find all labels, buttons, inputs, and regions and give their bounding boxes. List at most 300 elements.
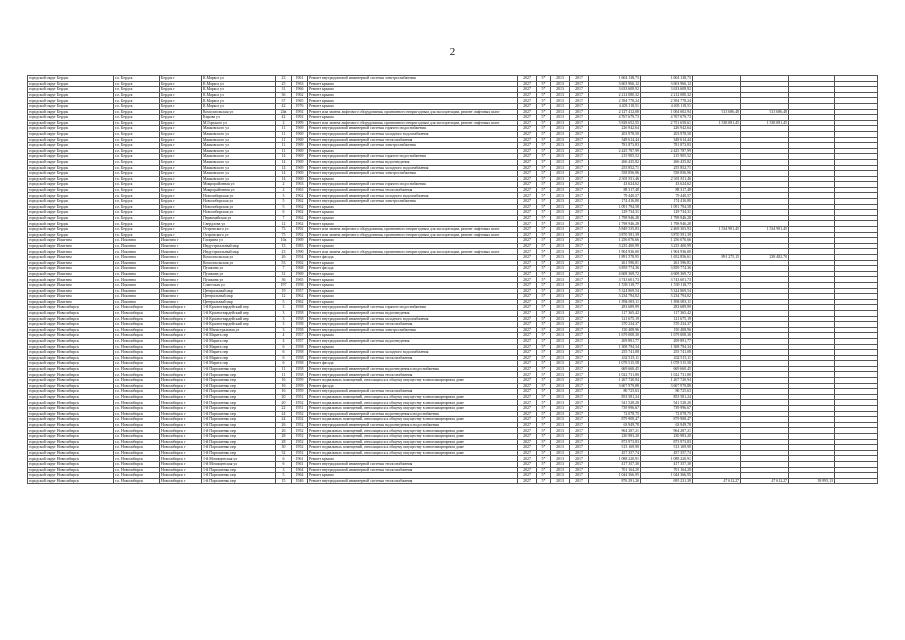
cell-cost-extra bbox=[835, 478, 878, 484]
cell-municipal-unit: г.о. Бердск bbox=[114, 81, 160, 87]
cell-total-cost: 853 581,24 bbox=[589, 394, 641, 400]
cell-street: Индустриальный мкр bbox=[202, 249, 276, 255]
cell-street: 1-й Пархоменко пер bbox=[202, 372, 276, 378]
cell-cost-local: 47 612,27 bbox=[741, 478, 789, 484]
cell-category: 5* bbox=[537, 176, 551, 182]
cell-work-type: Ремонт внутридомовой инженерной системы электроснабжения bbox=[308, 327, 518, 333]
cell-survey-year: 2013 bbox=[551, 227, 570, 233]
cell-settlement: Новосибирск г bbox=[160, 350, 202, 356]
cell-cost-own-funds: 1 679 008,30 bbox=[641, 333, 693, 339]
cell-survey-year: 2013 bbox=[551, 120, 570, 126]
cell-category: 5* bbox=[537, 137, 551, 143]
cell-build-year: 1959 bbox=[292, 383, 308, 389]
cell-cost-regional: 47 612,27 bbox=[693, 478, 741, 484]
cell-build-year: 1958 bbox=[292, 372, 308, 378]
cell-category: 5* bbox=[537, 243, 551, 249]
cell-total-cost: 417 357,30 bbox=[589, 461, 641, 467]
cell-category: 5* bbox=[537, 439, 551, 445]
cell-category: 5* bbox=[537, 159, 551, 165]
cell-category: 5* bbox=[537, 473, 551, 479]
cell-category: 5* bbox=[537, 467, 551, 473]
cell-municipality: городской округ Новосибирск bbox=[28, 439, 114, 445]
cell-house-number: 6 bbox=[276, 350, 292, 356]
cell-survey-year: 2013 bbox=[551, 266, 570, 272]
cell-plan-year: 2027 bbox=[518, 355, 537, 361]
cell-survey-year: 2013 bbox=[551, 350, 570, 356]
cell-work-type: Ремонт крыши bbox=[308, 204, 518, 210]
cell-house-number: 10а bbox=[276, 238, 292, 244]
cell-build-year: 1951 bbox=[292, 406, 308, 412]
cell-category: 5* bbox=[537, 478, 551, 484]
cell-category: 5* bbox=[537, 333, 551, 339]
cell-settlement: Новосибирск г bbox=[160, 310, 202, 316]
cell-settlement: Бердск г bbox=[160, 204, 202, 210]
cell-cost-own-funds: 964 287,21 bbox=[641, 428, 693, 434]
cell-plan-year: 2027 bbox=[518, 165, 537, 171]
cell-survey-year: 2013 bbox=[551, 277, 570, 283]
cell-settlement: Новосибирск г bbox=[160, 361, 202, 367]
cell-municipality: городской округ Бердск bbox=[28, 76, 114, 82]
cell-start-year: 2017 bbox=[570, 456, 589, 462]
cell-cost-own-funds: 1 308 794,34 bbox=[641, 344, 693, 350]
cell-municipality: городской округ Новосибирск bbox=[28, 394, 114, 400]
cell-survey-year: 2013 bbox=[551, 344, 570, 350]
cell-municipal-unit: г.о. Новосибирск bbox=[114, 338, 160, 344]
cell-build-year: 1952 bbox=[292, 428, 308, 434]
cell-settlement: Бердск г bbox=[160, 171, 202, 177]
cell-settlement: Бердск г bbox=[160, 109, 202, 115]
cell-category: 5* bbox=[537, 322, 551, 328]
cell-total-cost: 2 212 080,32 bbox=[589, 92, 641, 98]
cell-build-year: 1952 bbox=[292, 394, 308, 400]
cell-settlement: Искитим г bbox=[160, 266, 202, 272]
cell-house-number: 6 bbox=[276, 361, 292, 367]
cell-total-cost: 255 741,08 bbox=[589, 350, 641, 356]
cell-build-year: 1965 bbox=[292, 277, 308, 283]
cell-cost-own-funds: 348 614,44 bbox=[641, 137, 693, 143]
cell-start-year: 2017 bbox=[570, 350, 589, 356]
cell-work-type: Ремонт подвальных помещений, относящихся к общему имуществу в многоквартирном доме bbox=[308, 428, 518, 434]
cell-street: 1-й Пархоменко пер bbox=[202, 473, 276, 479]
cell-build-year: 1962 bbox=[292, 294, 308, 300]
cell-category: 5* bbox=[537, 182, 551, 188]
cell-work-type: Ремонт крыши bbox=[308, 115, 518, 121]
cell-cost-own-funds: 203 978,50 bbox=[641, 131, 693, 137]
cell-work-type: Ремонт или замена лифтового оборудования, признанного непригодным для эксплуатации, ремонт лифтовых шахт bbox=[308, 120, 518, 126]
cell-plan-year: 2027 bbox=[518, 103, 537, 109]
cell-street: 1-й Пархоменко пер bbox=[202, 389, 276, 395]
cell-house-number: 11 bbox=[276, 372, 292, 378]
cell-settlement: Искитим г bbox=[160, 271, 202, 277]
cell-house-number: 7 bbox=[276, 266, 292, 272]
cell-category: 5* bbox=[537, 378, 551, 384]
cell-survey-year: 2013 bbox=[551, 294, 570, 300]
cell-work-type: Ремонт внутридомовой инженерной системы водоотведения bbox=[308, 310, 518, 316]
cell-work-type: Ремонт внутридомовой инженерной системы водоотведения bbox=[308, 338, 518, 344]
cell-survey-year: 2013 bbox=[551, 461, 570, 467]
cell-work-type: Ремонт или замена лифтового оборудования, признанного непригодным для эксплуатации, ремонт лифтовых шахт bbox=[308, 109, 518, 115]
cell-street: К.Маркса ул bbox=[202, 81, 276, 87]
cell-cost-own-funds: 4 767 679,73 bbox=[641, 115, 693, 121]
cell-street: 1-й Марата пер bbox=[202, 338, 276, 344]
cell-street: Комсомольская ул bbox=[202, 109, 276, 115]
cell-municipal-unit: г.о. Бердск bbox=[114, 215, 160, 221]
cell-cost-local: 238 482,70 bbox=[741, 255, 789, 261]
cell-cost-own-funds: 432 515,11 bbox=[641, 355, 693, 361]
cell-house-number: 73 bbox=[276, 227, 292, 233]
cell-cost-own-funds: 63 949,78 bbox=[641, 422, 693, 428]
cell-category: 5* bbox=[537, 294, 551, 300]
cell-municipal-unit: г.о. Искитим bbox=[114, 260, 160, 266]
cell-house-number: 32 bbox=[276, 450, 292, 456]
cell-cost-own-funds: 3 870 591,39 bbox=[641, 232, 693, 238]
cell-build-year: 1969 bbox=[292, 143, 308, 149]
cell-cost-own-funds: 255 741,08 bbox=[641, 350, 693, 356]
cell-plan-year: 2027 bbox=[518, 143, 537, 149]
cell-plan-year: 2027 bbox=[518, 422, 537, 428]
cell-settlement: Бердск г bbox=[160, 182, 202, 188]
cell-house-number: 23 bbox=[276, 76, 292, 82]
cell-plan-year: 2027 bbox=[518, 109, 537, 115]
cell-settlement: Искитим г bbox=[160, 277, 202, 283]
cell-cost-own-funds: 266 435,82 bbox=[641, 159, 693, 165]
cell-build-year: 1969 bbox=[292, 238, 308, 244]
cell-work-type: Ремонт внутридомовой инженерной системы холодного водоснабжения bbox=[308, 316, 518, 322]
cell-start-year: 2017 bbox=[570, 243, 589, 249]
cell-settlement: Бердск г bbox=[160, 187, 202, 193]
cell-plan-year: 2027 bbox=[518, 243, 537, 249]
cell-work-type: Ремонт внутридомовой инженерной системы холодного водоснабжения bbox=[308, 131, 518, 137]
cell-municipality: городской округ Бердск bbox=[28, 204, 114, 210]
cell-plan-year: 2027 bbox=[518, 350, 537, 356]
cell-plan-year: 2027 bbox=[518, 199, 537, 205]
cell-municipality: городской округ Бердск bbox=[28, 81, 114, 87]
cell-start-year: 2017 bbox=[570, 305, 589, 311]
cell-survey-year: 2013 bbox=[551, 221, 570, 227]
cell-municipality: городской округ Бердск bbox=[28, 87, 114, 93]
cell-house-number: 16 bbox=[276, 383, 292, 389]
cell-settlement: Искитим г bbox=[160, 294, 202, 300]
cell-municipality: городской округ Бердск bbox=[28, 232, 114, 238]
cell-category: 5* bbox=[537, 394, 551, 400]
cell-category: 5* bbox=[537, 171, 551, 177]
cell-municipal-unit: г.о. Бердск bbox=[114, 199, 160, 205]
cell-start-year: 2017 bbox=[570, 193, 589, 199]
cell-start-year: 2017 bbox=[570, 109, 589, 115]
cell-settlement: Новосибирск г bbox=[160, 406, 202, 412]
cell-municipality: городской округ Искитим bbox=[28, 282, 114, 288]
cell-plan-year: 2027 bbox=[518, 434, 537, 440]
cell-municipal-unit: г.о. Бердск bbox=[114, 143, 160, 149]
cell-municipality: городской округ Бердск bbox=[28, 137, 114, 143]
cell-house-number: 5 bbox=[276, 299, 292, 305]
cell-settlement: Новосибирск г bbox=[160, 316, 202, 322]
cell-work-type: Ремонт крыши bbox=[308, 243, 518, 249]
cell-house-number: 42 bbox=[276, 103, 292, 109]
cell-municipality: городской округ Новосибирск bbox=[28, 461, 114, 467]
cell-cost-own-funds: 255 852,71 bbox=[641, 165, 693, 171]
cell-municipal-unit: г.о. Искитим bbox=[114, 249, 160, 255]
cell-municipal-unit: г.о. Бердск bbox=[114, 221, 160, 227]
cell-build-year: 1958 bbox=[292, 305, 308, 311]
cell-work-type: Ремонт внутридомовой инженерной системы холодного водоснабжения bbox=[308, 350, 518, 356]
cell-municipal-unit: г.о. Бердск bbox=[114, 232, 160, 238]
cell-start-year: 2017 bbox=[570, 255, 589, 261]
cell-municipal-unit: г.о. Новосибирск bbox=[114, 406, 160, 412]
cell-municipal-unit: г.о. Новосибирск bbox=[114, 394, 160, 400]
cell-total-cost: 72 078,75 bbox=[589, 411, 641, 417]
cell-total-cost: 432 515,11 bbox=[589, 355, 641, 361]
cell-settlement: Бердск г bbox=[160, 165, 202, 171]
cell-survey-year: 2013 bbox=[551, 182, 570, 188]
cell-municipality: городской округ Бердск bbox=[28, 159, 114, 165]
cell-settlement: Новосибирск г bbox=[160, 461, 202, 467]
cell-house-number: 12 bbox=[276, 221, 292, 227]
cell-street: Маяковского ул bbox=[202, 131, 276, 137]
cell-start-year: 2017 bbox=[570, 148, 589, 154]
cell-survey-year: 2013 bbox=[551, 176, 570, 182]
cell-start-year: 2017 bbox=[570, 266, 589, 272]
cell-cost-own-funds: 2 751 658,61 bbox=[641, 120, 693, 126]
cell-cost-regional: 1 534 981,45 bbox=[693, 227, 741, 233]
cell-work-type: Ремонт внутридомовой инженерной системы водоотведения и водоснабжения bbox=[308, 411, 518, 417]
cell-cost-own-funds: 4 403 118,51 bbox=[641, 103, 693, 109]
cell-settlement: Новосибирск г bbox=[160, 366, 202, 372]
cell-house-number: 14 bbox=[276, 159, 292, 165]
cell-municipality: городской округ Новосибирск bbox=[28, 366, 114, 372]
cell-street: 1-й Пархоменко пер bbox=[202, 394, 276, 400]
cell-cost-own-funds: 230 983,20 bbox=[641, 434, 693, 440]
cell-house-number: 11 bbox=[276, 137, 292, 143]
cell-build-year: 1959 bbox=[292, 389, 308, 395]
cell-build-year: 1958 bbox=[292, 282, 308, 288]
cell-street: Маяковского ул bbox=[202, 171, 276, 177]
cell-plan-year: 2027 bbox=[518, 232, 537, 238]
cell-survey-year: 2013 bbox=[551, 467, 570, 473]
cell-house-number: 25 bbox=[276, 81, 292, 87]
cell-survey-year: 2013 bbox=[551, 260, 570, 266]
cell-settlement: Искитим г bbox=[160, 299, 202, 305]
cell-municipal-unit: г.о. Искитим bbox=[114, 255, 160, 261]
cell-total-cost: 121 675,19 bbox=[589, 316, 641, 322]
cell-build-year: 1958 bbox=[292, 327, 308, 333]
cell-cost-own-funds: 1 088 220,91 bbox=[641, 456, 693, 462]
cell-municipality: городской округ Новосибирск bbox=[28, 383, 114, 389]
cell-total-cost: 3 235 400,99 bbox=[589, 243, 641, 249]
cell-settlement: Бердск г bbox=[160, 137, 202, 143]
cell-start-year: 2017 bbox=[570, 182, 589, 188]
cell-municipal-unit: г.о. Искитим bbox=[114, 277, 160, 283]
cell-work-type: Ремонт фасада bbox=[308, 266, 518, 272]
cell-municipality: городской округ Новосибирск bbox=[28, 406, 114, 412]
cell-work-type: Ремонт крыши bbox=[308, 238, 518, 244]
cell-plan-year: 2027 bbox=[518, 305, 537, 311]
cell-plan-year: 2027 bbox=[518, 344, 537, 350]
cell-municipal-unit: г.о. Новосибирск bbox=[114, 456, 160, 462]
cell-municipal-unit: г.о. Бердск bbox=[114, 210, 160, 216]
cell-start-year: 2017 bbox=[570, 400, 589, 406]
cell-municipal-unit: г.о. Бердск bbox=[114, 187, 160, 193]
cell-cost-own-funds: 1 798 946,28 bbox=[641, 221, 693, 227]
cell-street: К.Маркса ул bbox=[202, 76, 276, 82]
cell-start-year: 2017 bbox=[570, 389, 589, 395]
cell-municipality: городской округ Бердск bbox=[28, 126, 114, 132]
cell-house-number: 20 bbox=[276, 394, 292, 400]
cell-category: 5* bbox=[537, 366, 551, 372]
cell-municipality: городской округ Искитим bbox=[28, 260, 114, 266]
cell-survey-year: 2013 bbox=[551, 76, 570, 82]
cell-cost-own-funds: 669 660,45 bbox=[641, 366, 693, 372]
cell-total-cost: 1 679 008,30 bbox=[589, 333, 641, 339]
cell-street: 1-й Пархоменко пер bbox=[202, 383, 276, 389]
cell-municipal-unit: г.о. Новосибирск bbox=[114, 383, 160, 389]
cell-start-year: 2017 bbox=[570, 137, 589, 143]
cell-start-year: 2017 bbox=[570, 159, 589, 165]
cell-street: М.Горького ул bbox=[202, 120, 276, 126]
cell-municipality: городской округ Бердск bbox=[28, 193, 114, 199]
cell-municipality: городской округ Новосибирск bbox=[28, 344, 114, 350]
cell-plan-year: 2027 bbox=[518, 76, 537, 82]
cell-cost-own-funds: 513 169,90 bbox=[641, 445, 693, 451]
cell-house-number: 3 bbox=[276, 322, 292, 328]
cell-street: Комсомольская ул bbox=[202, 260, 276, 266]
cell-street: 1-й Марата пер bbox=[202, 361, 276, 367]
cell-build-year: 1963 bbox=[292, 182, 308, 188]
cell-build-year: 1961 bbox=[292, 456, 308, 462]
cell-municipality: городской округ Бердск bbox=[28, 171, 114, 177]
cell-category: 5* bbox=[537, 445, 551, 451]
cell-total-cost: 2 394 778,24 bbox=[589, 98, 641, 104]
cell-municipality: городской округ Новосибирск bbox=[28, 428, 114, 434]
cell-category: 5* bbox=[537, 199, 551, 205]
cell-survey-year: 2013 bbox=[551, 361, 570, 367]
cell-work-type: Ремонт фасада bbox=[308, 383, 518, 389]
cell-municipality: городской округ Бердск bbox=[28, 98, 114, 104]
cell-work-type: Ремонт внутридомовой инженерной системы водоотведения bbox=[308, 159, 518, 165]
cell-start-year: 2017 bbox=[570, 344, 589, 350]
cell-municipality: городской округ Новосибирск bbox=[28, 361, 114, 367]
cell-survey-year: 2013 bbox=[551, 109, 570, 115]
cell-build-year: 1992 bbox=[292, 109, 308, 115]
cell-build-year: 1969 bbox=[292, 154, 308, 160]
cell-total-cost: 2 301 811,46 bbox=[589, 176, 641, 182]
cell-municipality: городской округ Новосибирск bbox=[28, 473, 114, 479]
cell-total-cost: 370 234,37 bbox=[589, 322, 641, 328]
cell-total-cost: 150 408,96 bbox=[589, 327, 641, 333]
cell-cost-own-funds: 3 235 400,99 bbox=[641, 243, 693, 249]
cell-house-number: 11 bbox=[276, 366, 292, 372]
cell-street: 1-й Магистральная ул bbox=[202, 327, 276, 333]
cell-municipal-unit: г.о. Бердск bbox=[114, 76, 160, 82]
cell-municipal-unit: г.о. Новосибирск bbox=[114, 428, 160, 434]
cell-settlement: Новосибирск г bbox=[160, 411, 202, 417]
cell-start-year: 2017 bbox=[570, 221, 589, 227]
cell-municipal-unit: г.о. Бердск bbox=[114, 109, 160, 115]
cell-start-year: 2017 bbox=[570, 445, 589, 451]
cell-build-year: 1957 bbox=[292, 333, 308, 339]
cell-total-cost: 80 725,63 bbox=[589, 389, 641, 395]
cell-house-number: 26 bbox=[276, 255, 292, 261]
cell-category: 5* bbox=[537, 255, 551, 261]
cell-settlement: Новосибирск г bbox=[160, 372, 202, 378]
cell-work-type: Ремонт внутридомовой инженерной системы холодного водоснабжения bbox=[308, 165, 518, 171]
cell-street: Маяковского ул bbox=[202, 159, 276, 165]
cell-municipality: городской округ Новосибирск bbox=[28, 338, 114, 344]
cell-start-year: 2017 bbox=[570, 378, 589, 384]
cell-settlement: Новосибирск г bbox=[160, 456, 202, 462]
cell-house-number: 5 bbox=[276, 473, 292, 479]
cell-street: 1-й Пархоменко пер bbox=[202, 434, 276, 440]
cell-municipal-unit: г.о. Бердск bbox=[114, 98, 160, 104]
cell-survey-year: 2013 bbox=[551, 478, 570, 484]
cell-build-year: 1969 bbox=[292, 159, 308, 165]
cell-start-year: 2017 bbox=[570, 210, 589, 216]
cell-house-number: 26 bbox=[276, 428, 292, 434]
cell-category: 5* bbox=[537, 428, 551, 434]
cell-category: 5* bbox=[537, 372, 551, 378]
cell-category: 5* bbox=[537, 422, 551, 428]
cell-build-year: 1969 bbox=[292, 148, 308, 154]
cell-cost-own-funds: 1 267 720,94 bbox=[641, 378, 693, 384]
cell-cost-own-funds: 1 904 936,00 bbox=[641, 249, 693, 255]
cell-total-cost: 2 127 412,08 bbox=[589, 109, 641, 115]
cell-cost-own-funds: 261 596,81 bbox=[641, 260, 693, 266]
cell-cost-own-funds: 215 905,52 bbox=[641, 154, 693, 160]
cell-build-year: 1952 bbox=[292, 400, 308, 406]
cell-start-year: 2017 bbox=[570, 215, 589, 221]
cell-municipality: городской округ Бердск bbox=[28, 103, 114, 109]
cell-street: 1-й Пархоменко пер bbox=[202, 422, 276, 428]
cell-build-year: 1962 bbox=[292, 204, 308, 210]
cell-survey-year: 2013 bbox=[551, 428, 570, 434]
cell-work-type: Ремонт подвальных помещений, относящихся к общему имуществу в многоквартирном доме bbox=[308, 406, 518, 412]
cell-plan-year: 2027 bbox=[518, 361, 537, 367]
cell-house-number: 4 bbox=[276, 338, 292, 344]
cell-work-type: Ремонт крыши bbox=[308, 260, 518, 266]
cell-municipal-unit: г.о. Бердск bbox=[114, 165, 160, 171]
cell-survey-year: 2013 bbox=[551, 422, 570, 428]
cell-start-year: 2017 bbox=[570, 288, 589, 294]
cell-start-year: 2017 bbox=[570, 361, 589, 367]
cell-plan-year: 2027 bbox=[518, 310, 537, 316]
cell-house-number: 28 bbox=[276, 434, 292, 440]
cell-total-cost: 4 403 118,51 bbox=[589, 103, 641, 109]
cell-category: 5* bbox=[537, 193, 551, 199]
cell-category: 5* bbox=[537, 81, 551, 87]
cell-plan-year: 2027 bbox=[518, 383, 537, 389]
cell-settlement: Бердск г bbox=[160, 120, 202, 126]
cell-municipality: городской округ Бердск bbox=[28, 199, 114, 205]
cell-street: Кирова ул bbox=[202, 115, 276, 121]
cell-municipality: городской округ Бердск bbox=[28, 131, 114, 137]
cell-start-year: 2017 bbox=[570, 355, 589, 361]
cell-municipality: городской округ Новосибирск bbox=[28, 350, 114, 356]
cell-cost-own-funds: 3 234 794,02 bbox=[641, 294, 693, 300]
cell-survey-year: 2013 bbox=[551, 456, 570, 462]
cell-plan-year: 2027 bbox=[518, 473, 537, 479]
cell-survey-year: 2013 bbox=[551, 159, 570, 165]
cell-house-number: 24 bbox=[276, 417, 292, 423]
cell-total-cost: 1 798 946,28 bbox=[589, 215, 641, 221]
cell-category: 5* bbox=[537, 434, 551, 440]
cell-category: 5* bbox=[537, 383, 551, 389]
cell-category: 5* bbox=[537, 232, 551, 238]
cell-municipality: городской округ Новосибирск bbox=[28, 389, 114, 395]
cell-house-number: 19 bbox=[276, 288, 292, 294]
cell-cost-own-funds: 1 894 693,11 bbox=[641, 299, 693, 305]
cell-municipal-unit: г.о. Бердск bbox=[114, 120, 160, 126]
cell-category: 5* bbox=[537, 456, 551, 462]
